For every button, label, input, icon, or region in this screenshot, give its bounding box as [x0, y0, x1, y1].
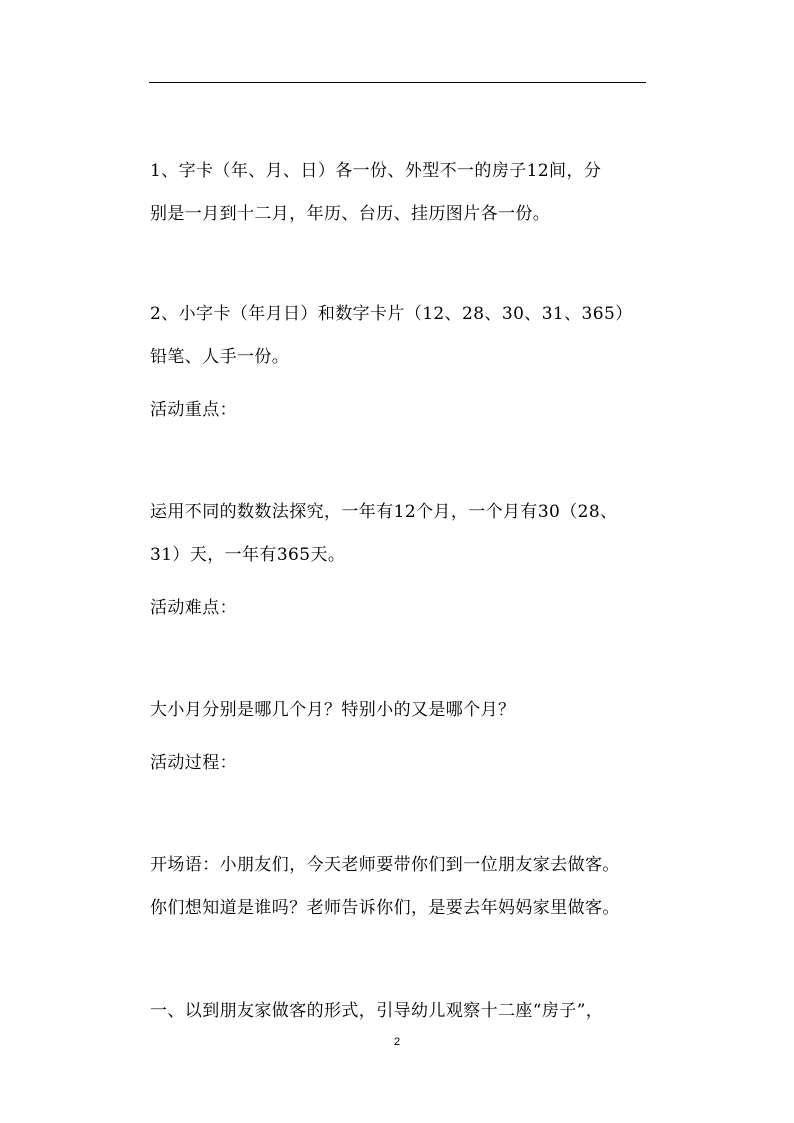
- material-item-1-line-2: 别是一月到十二月，年历、台历、挂历图片各一份。: [150, 204, 551, 224]
- step-one-line-1: 一、以到朋友家做客的形式，引导幼儿观察十二座“房子”，: [150, 1001, 604, 1021]
- material-item-2-line-1: 2、小字卡（年月日）和数字卡片（12、28、30、31、365）: [150, 304, 633, 324]
- opening-line-2: 你们想知道是谁吗？老师告诉你们，是要去年妈妈家里做客。: [150, 898, 620, 918]
- material-item-2-line-2: 铅笔、人手一份。: [150, 347, 290, 367]
- page-number: 2: [393, 1036, 401, 1048]
- key-points-line-1: 运用不同的数数法探究，一年有12个月，一个月有30（28、: [150, 502, 618, 522]
- section-heading-difficulties: 活动难点：: [150, 598, 237, 618]
- difficulties-line-1: 大小月分别是哪几个月？特别小的又是哪个月？: [150, 700, 516, 720]
- material-item-1-line-1: 1、字卡（年、月、日）各一份、外型不一的房子12间，分: [150, 161, 602, 181]
- section-heading-process: 活动过程：: [150, 753, 237, 773]
- header-rule: [149, 82, 646, 83]
- section-heading-key-points: 活动重点：: [150, 400, 237, 420]
- key-points-line-2: 31）天，一年有365天。: [150, 545, 346, 565]
- opening-line-1: 开场语：小朋友们，今天老师要带你们到一位朋友家去做客。: [150, 855, 620, 875]
